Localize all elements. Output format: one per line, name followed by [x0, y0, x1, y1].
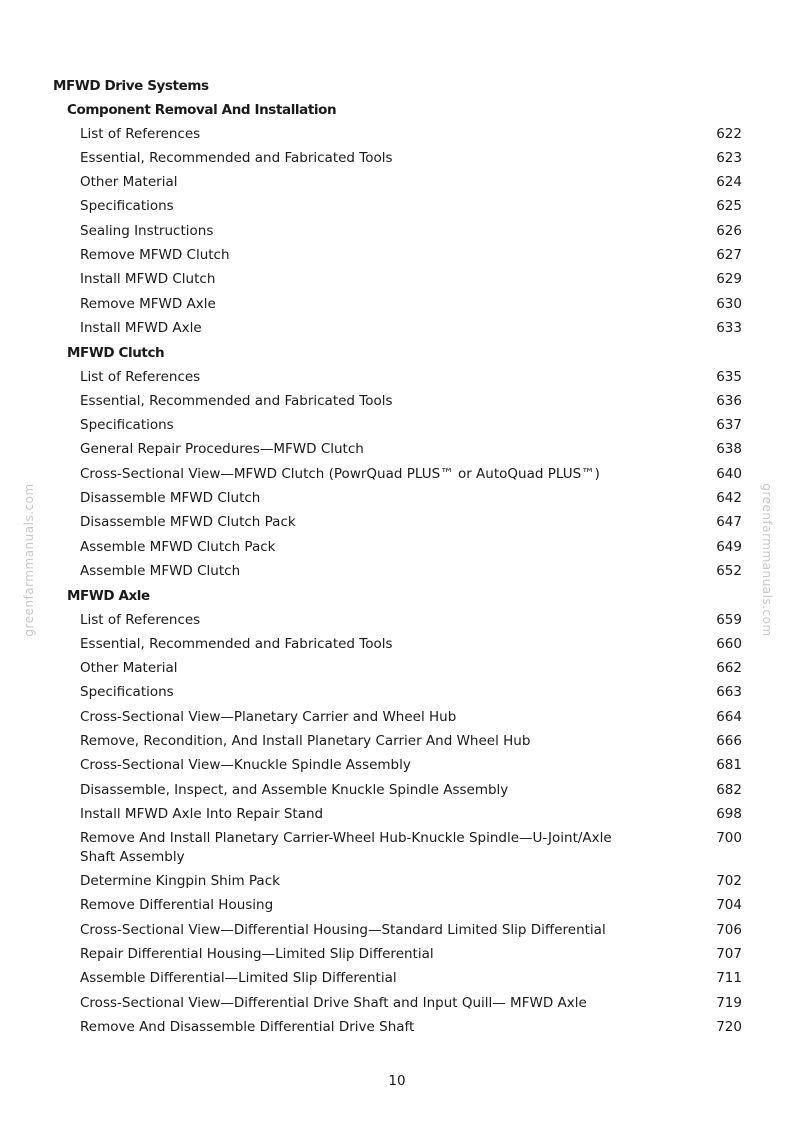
entry-title: Remove MFWD Clutch: [80, 247, 230, 263]
toc-entry[interactable]: [80, 149, 742, 168]
toc-entry[interactable]: [80, 222, 742, 241]
entry-title: Assemble Differential—Limited Slip Differential: [80, 970, 397, 986]
entry-title: Disassemble MFWD Clutch Pack: [80, 514, 296, 530]
entry-page-number: 625: [716, 198, 742, 214]
toc-entry[interactable]: [80, 708, 742, 727]
toc-entry[interactable]: [80, 416, 742, 435]
entry-page-number: 704: [716, 897, 742, 913]
entry-page-number: 635: [716, 369, 742, 385]
group-title: Component Removal And Installation: [67, 102, 337, 118]
entry-page-number: 664: [716, 709, 742, 725]
toc-entry[interactable]: [80, 197, 742, 216]
entry-page-number: 660: [716, 636, 742, 652]
entry-page-number: 663: [716, 684, 742, 700]
toc-entry[interactable]: [80, 872, 742, 891]
toc-entry[interactable]: [80, 562, 742, 581]
entry-page-number: 636: [716, 393, 742, 409]
entry-page-number: 702: [716, 873, 742, 889]
toc-entry[interactable]: [80, 756, 742, 775]
entry-title: List of References: [80, 126, 201, 142]
entry-title: Remove Differential Housing: [80, 897, 274, 913]
toc-entry[interactable]: [80, 683, 742, 702]
toc-entry[interactable]: [80, 921, 742, 940]
entry-title: Remove And Disassemble Differential Drive Shaft: [80, 1019, 415, 1035]
watermark-left: greenfarmmanuals.com: [22, 483, 36, 637]
entry-page-number: 623: [716, 150, 742, 166]
toc-entry[interactable]: [80, 125, 742, 144]
entry-title: Disassemble, Inspect, and Assemble Knuckle Spindle Assembly: [80, 782, 509, 798]
toc-entry[interactable]: [80, 611, 742, 630]
toc-entry[interactable]: [80, 465, 742, 484]
toc-entry[interactable]: [80, 969, 742, 988]
entry-title: Other Material: [80, 174, 178, 190]
entry-title: Cross-Sectional View—Differential Housing—Standard Limited Slip Differential: [80, 922, 606, 938]
toc-entry[interactable]: [80, 538, 742, 557]
watermark-right: greenfarmmanuals.com: [760, 483, 774, 637]
entry-title: Remove MFWD Axle: [80, 296, 216, 312]
toc-entry[interactable]: [80, 440, 742, 459]
toc-entry[interactable]: [80, 1018, 742, 1037]
entry-title: List of References: [80, 612, 201, 628]
entry-page-number: 638: [716, 441, 742, 457]
entry-title: Cross-Sectional View—Knuckle Spindle Assembly: [80, 757, 411, 773]
entry-title: Remove, Recondition, And Install Planetary Carrier And Wheel Hub: [80, 733, 531, 749]
entry-page-number: 624: [716, 174, 742, 190]
entry-page-number: 698: [716, 806, 742, 822]
entry-page-number: 682: [716, 782, 742, 798]
entry-page-number: 640: [716, 466, 742, 482]
entry-title: Specifications: [80, 417, 174, 433]
toc-entry[interactable]: [80, 295, 742, 314]
entry-title: Remove And Install Planetary Carrier-Wheel Hub-Knuckle Spindle—U-Joint/Axle Shaft Assembly: [80, 830, 612, 865]
toc-entry[interactable]: [80, 319, 742, 338]
entry-title: Install MFWD Axle: [80, 320, 202, 336]
toc-entry[interactable]: [80, 246, 742, 265]
entry-page-number: 630: [716, 296, 742, 312]
entry-title: Repair Differential Housing—Limited Slip Differential: [80, 946, 434, 962]
toc-entry[interactable]: [80, 896, 742, 915]
entry-page-number: 642: [716, 490, 742, 506]
entry-page-number: 662: [716, 660, 742, 676]
entry-title: General Repair Procedures—MFWD Clutch: [80, 441, 364, 457]
entry-title: Assemble MFWD Clutch: [80, 563, 241, 579]
entry-page-number: 720: [716, 1019, 742, 1035]
entry-page-number: 666: [716, 733, 742, 749]
group-title: MFWD Clutch: [67, 345, 165, 361]
entry-title: Cross-Sectional View—Planetary Carrier and Wheel Hub: [80, 709, 457, 725]
entry-title: Install MFWD Clutch: [80, 271, 216, 287]
entry-title: Cross-Sectional View—MFWD Clutch (PowrQuad PLUS™ or AutoQuad PLUS™): [80, 466, 600, 482]
toc-entry[interactable]: [80, 635, 742, 654]
entry-page-number: 626: [716, 223, 742, 239]
entry-page-number: 681: [716, 757, 742, 773]
group-title: MFWD Axle: [67, 588, 150, 604]
entry-title: Determine Kingpin Shim Pack: [80, 873, 280, 889]
entry-page-number: 711: [716, 970, 742, 986]
toc-entry[interactable]: [80, 368, 742, 387]
toc-entry[interactable]: [80, 659, 742, 678]
toc-entry[interactable]: [80, 173, 742, 192]
toc-entry[interactable]: [80, 270, 742, 289]
entry-title: Specifications: [80, 684, 174, 700]
toc-entry[interactable]: [80, 732, 742, 751]
entry-title: Install MFWD Axle Into Repair Stand: [80, 806, 324, 822]
entry-title: Assemble MFWD Clutch Pack: [80, 539, 276, 555]
toc-entry[interactable]: [80, 805, 742, 824]
entry-page-number: 633: [716, 320, 742, 336]
entry-page-number: 700: [716, 830, 742, 846]
entry-title: Essential, Recommended and Fabricated Tools: [80, 393, 393, 409]
entry-page-number: 649: [716, 539, 742, 555]
entry-page-number: 647: [716, 514, 742, 530]
entry-title: Essential, Recommended and Fabricated Tools: [80, 636, 393, 652]
entry-title: List of References: [80, 369, 201, 385]
page-number: 10: [388, 1073, 406, 1089]
toc-entry[interactable]: [80, 392, 742, 411]
entry-title: Disassemble MFWD Clutch: [80, 490, 261, 506]
entry-page-number: 707: [716, 946, 742, 962]
entry-page-number: 637: [716, 417, 742, 433]
toc-entry[interactable]: [80, 513, 742, 532]
toc-entry[interactable]: [80, 945, 742, 964]
entry-page-number: 719: [716, 995, 742, 1011]
entry-title: Specifications: [80, 198, 174, 214]
toc-entry[interactable]: [80, 781, 742, 800]
entry-page-number: 652: [716, 563, 742, 579]
entry-page-number: 706: [716, 922, 742, 938]
entry-title: Sealing Instructions: [80, 223, 214, 239]
entry-title: Cross-Sectional View—Differential Drive Shaft and Input Quill— MFWD Axle: [80, 995, 587, 1011]
entry-title: Other Material: [80, 660, 178, 676]
toc-entry[interactable]: [80, 489, 742, 508]
entry-page-number: 622: [716, 126, 742, 142]
toc-entry[interactable]: [80, 994, 742, 1013]
entry-page-number: 629: [716, 271, 742, 287]
toc-entry[interactable]: [80, 829, 742, 867]
entry-title: Essential, Recommended and Fabricated Tools: [80, 150, 393, 166]
entry-page-number: 627: [716, 247, 742, 263]
entry-page-number: 659: [716, 612, 742, 628]
section-title: MFWD Drive Systems: [53, 78, 209, 94]
